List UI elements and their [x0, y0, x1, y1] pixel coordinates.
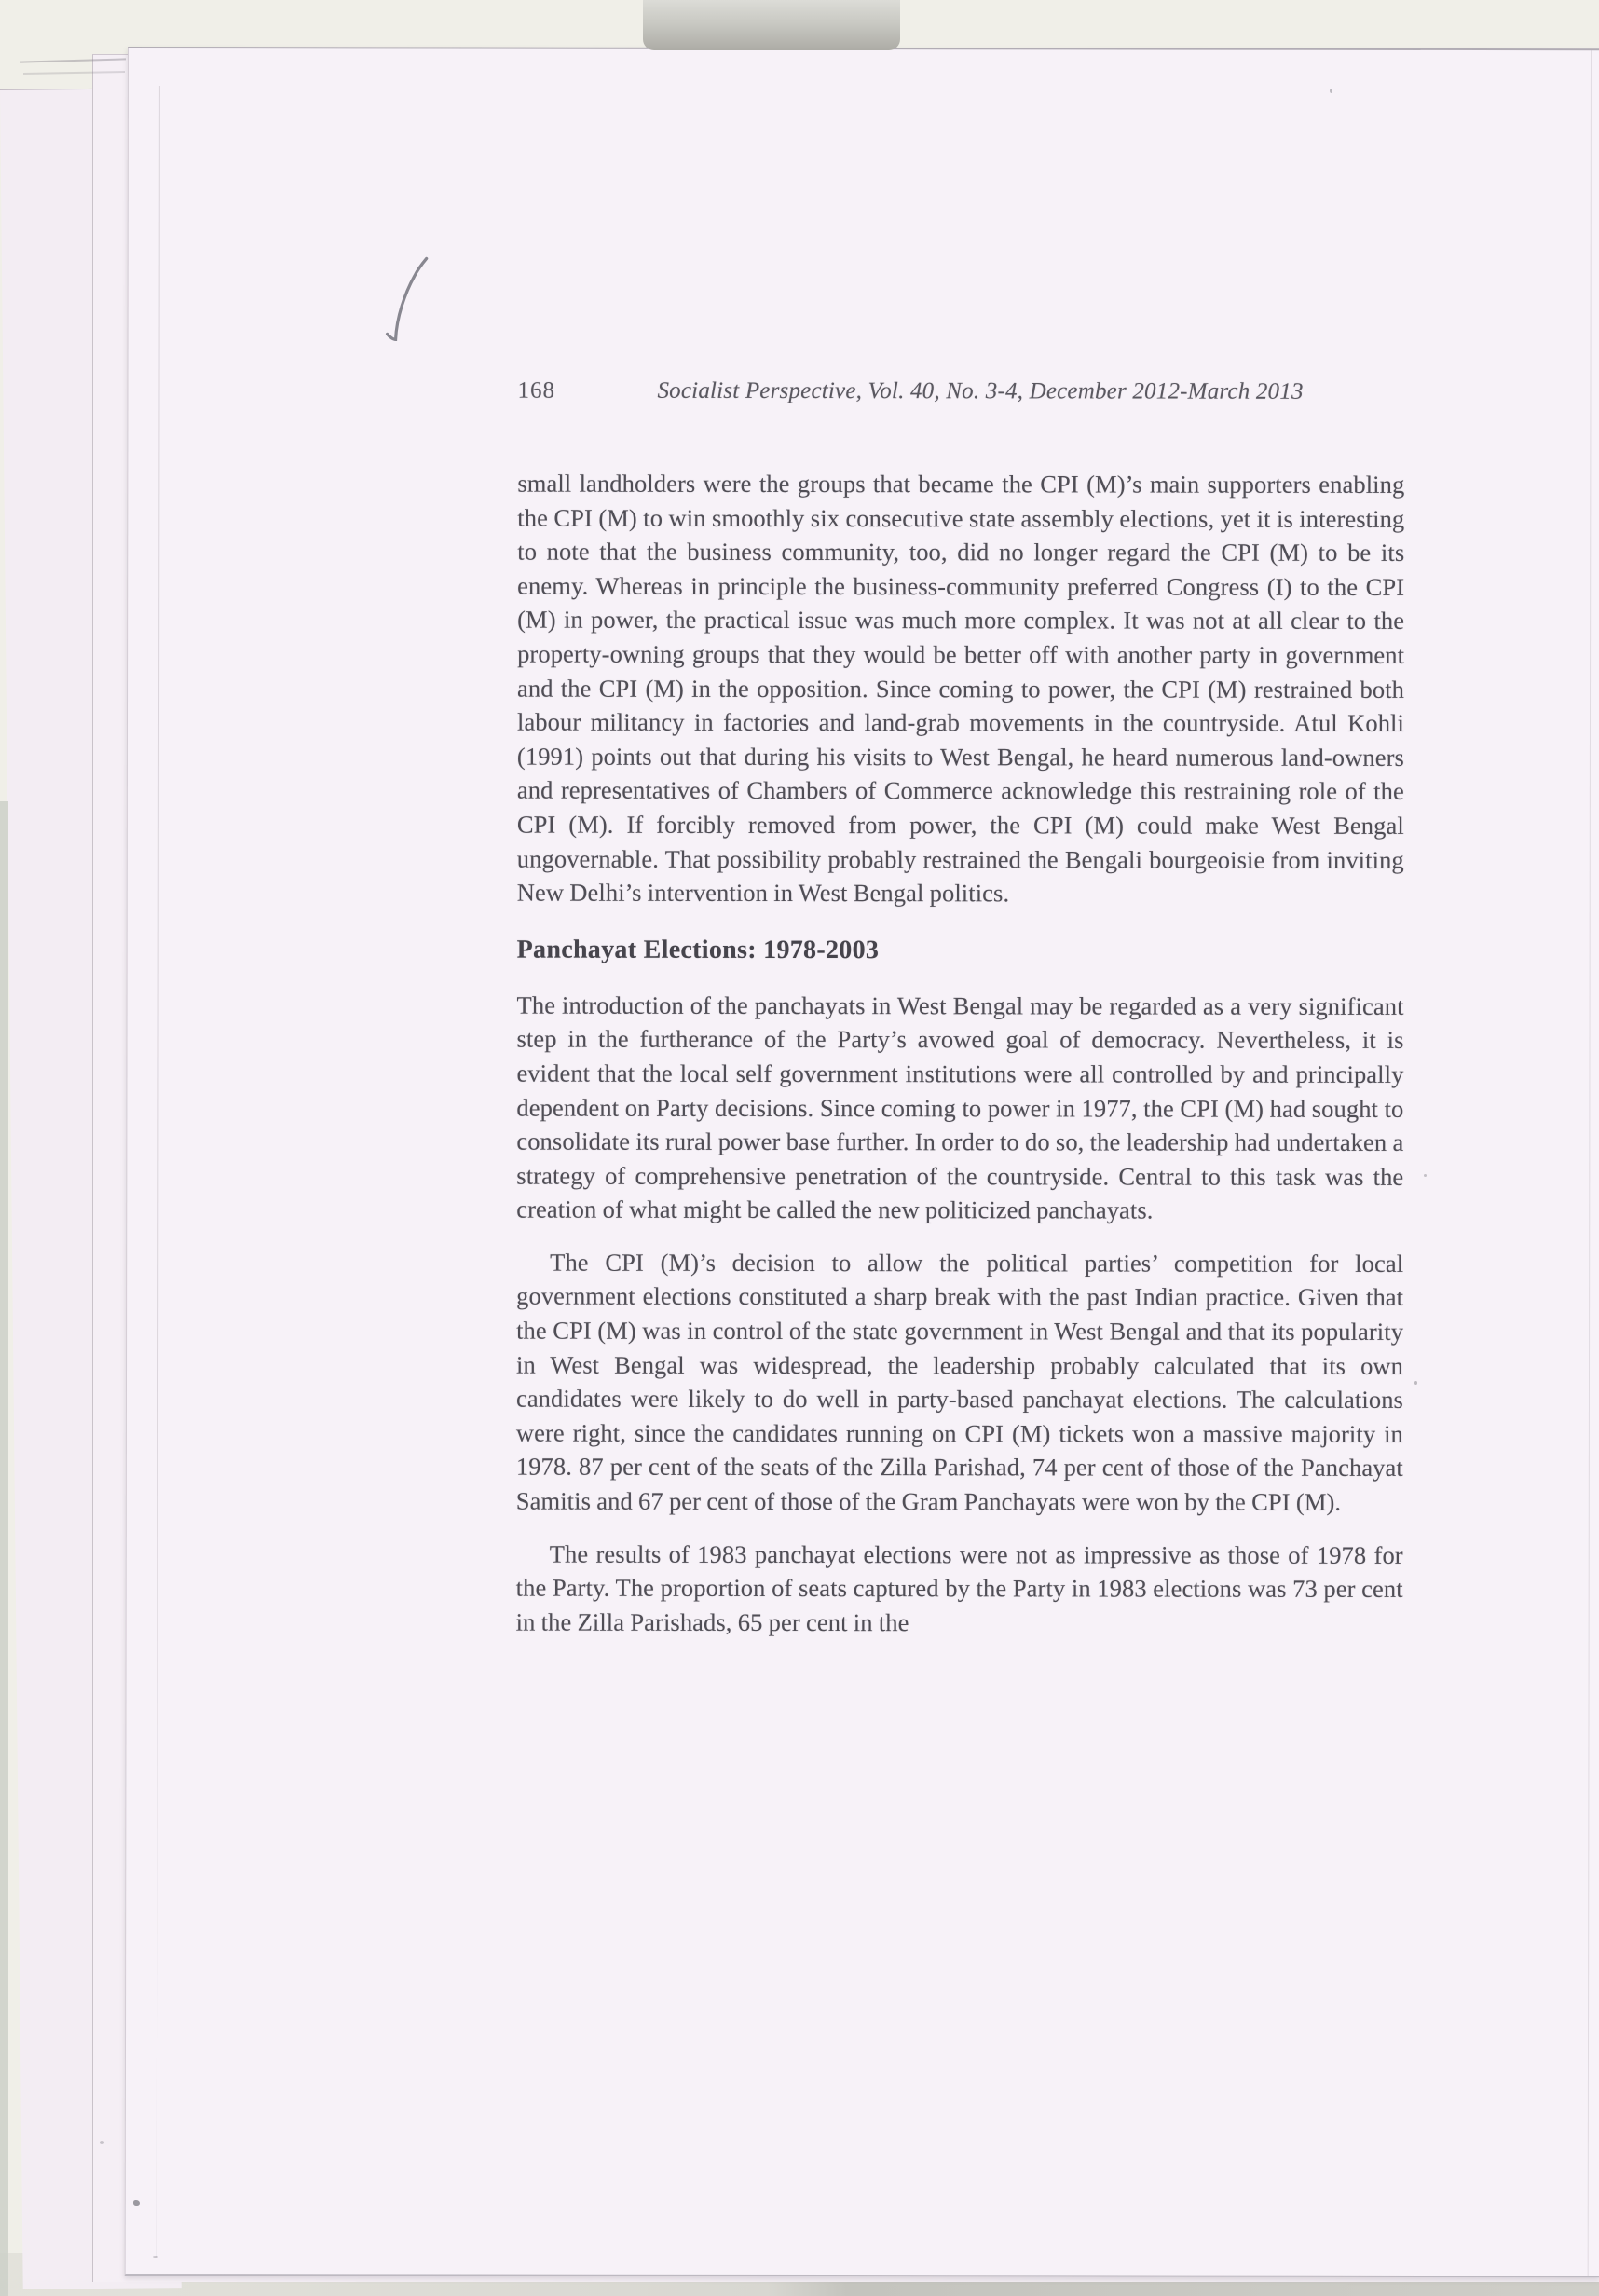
ink-speck [100, 2141, 104, 2144]
body-paragraph-3: The CPI (M)’s decision to allow the political parties’ competition for local government elections constituted a sharp break with the past Indian practice. Given that the CPI (M) was in control of the state government in West Bengal and that its popularity in West Bengal was widespread, the leadership probably calculated that its own candidates were likely to do well in party-based panchayat elections. The calculations were right, since the candidates running on CPI (M) tickets won a massive majority in 1978. 87 per cent of the seats of the Zilla Parishad, 74 per cent of those of the Panchayat Samitis and 67 per cent of those of the Gram Panchayats were won by the CPI (M). [515, 1248, 1404, 1516]
journal-citation: Socialist Perspective, Vol. 40, No. 3-4, December 2012-March 2013 [657, 377, 1304, 404]
body-paragraph-4: The results of 1983 panchayat elections were not as impressive as those of 1978 for the Party. The proportion of seats captured by the Party in 1983 elections was 73 per cent in the Zilla Parishads, 65 per cent in the [515, 1539, 1403, 1636]
journal-page [125, 47, 1599, 2277]
page-crease-line [157, 86, 160, 2257]
page-content [516, 377, 1405, 1641]
running-head [517, 377, 1404, 406]
scan-left-edge-strip [0, 801, 8, 2296]
ink-speck [1330, 89, 1332, 93]
page-number: 168 [517, 377, 556, 403]
page-edge-line [1588, 50, 1592, 2276]
ink-speck [133, 2200, 140, 2206]
ink-speck [1424, 1174, 1427, 1177]
body-paragraph-1: small landholders were the groups that became the CPI (M)’s main supporters enabling the CPI (M) to win smoothly six consecutive state assembly elections, yet it is interesting to note that the business community, too, did no longer regard the CPI (M) to be its enemy. Whereas in principle the business-community preferred Congress (I) to the CPI (M) in power, the practical issue was much more complex. It was not at all clear to the property-owning groups that they would be better off with another party in government and the CPI (M) in the opposition. Since coming to power, the CPI (M) restrained both labour militancy in factories and land-grab movements in the countryside. Atul Kohli (1991) points out that during his visits to West Bengal, he heard numerous land-owners and representatives of Chambers of Commerce acknowledge this restraining role of the CPI (M). If forcibly removed from power, the CPI (M) could make West Bengal ungovernable. That possibility probably restrained the Bengali bourgeoisie from inviting New Delhi’s intervention in West Bengal politics. [516, 469, 1405, 908]
section-heading: Panchayat Elections: 1978-2003 [516, 935, 880, 964]
body-paragraph-2: The introduction of the panchayats in West Bengal may be regarded as a very significant step in the furtherance of the Party’s avowed goal of democracy. Nevertheless, it is evident that the local self government institutions were all controlled by and principally dependent on Party decisions. Since coming to power in 1977, the CPI (M) had sought to consolidate its rural power base further. In order to do so, the leadership had undertaken a strategy of comprehensive penetration of the countryside. Central to this task was the creation of what might be called the new politicized panchayats. [516, 991, 1404, 1224]
scanner-roller-shadow [643, 0, 900, 50]
handwritten-checkmark-icon [378, 252, 430, 345]
ink-speck [1414, 1381, 1417, 1385]
ink-speck [153, 2256, 158, 2258]
